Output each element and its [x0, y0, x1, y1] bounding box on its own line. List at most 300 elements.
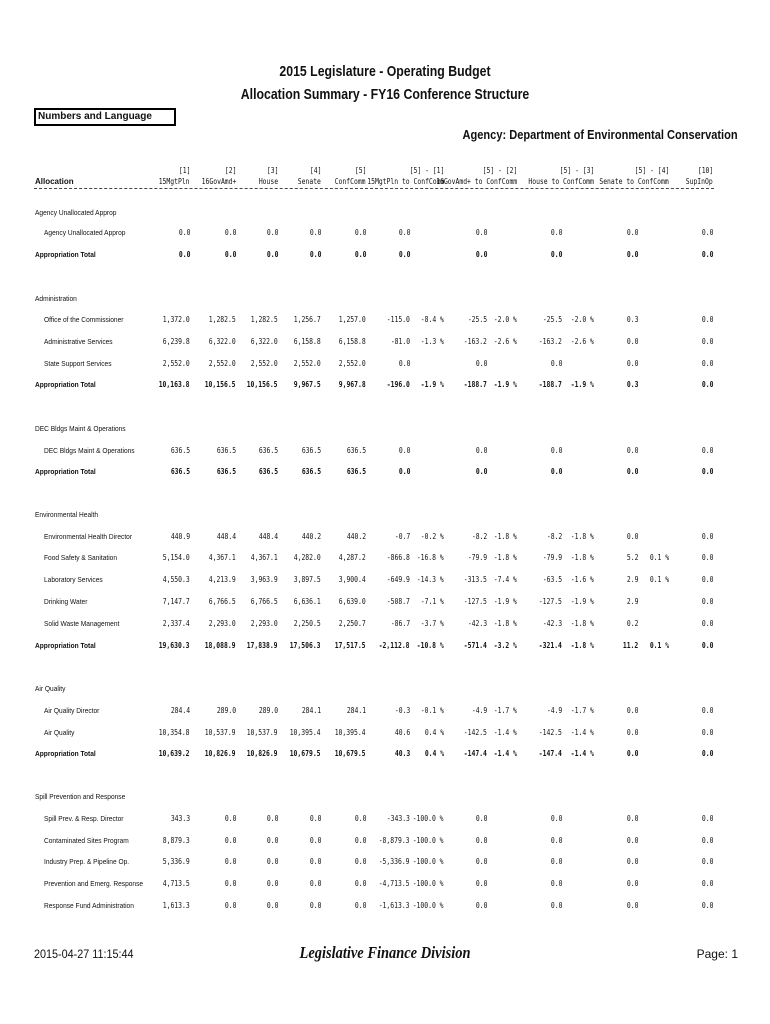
- column-number: [5] - [2]: [482, 166, 517, 175]
- cell-value: 4,282.0: [294, 553, 321, 562]
- cell-value: 6,158.8: [294, 337, 321, 346]
- cell-value: 0.0: [354, 814, 366, 823]
- cell-value: 636.5: [301, 467, 321, 476]
- cell-value: 10,537.9: [247, 728, 278, 737]
- column-name: 16GovAmd+ to ConfComm: [436, 177, 517, 186]
- cell-value: 0.0: [224, 901, 236, 910]
- cell-value: 0.1 %: [649, 575, 669, 584]
- row-label: Agency Unallocated Approp: [35, 208, 117, 217]
- cell-value: 0.0: [550, 901, 562, 910]
- column-name: House to ConfComm: [528, 177, 594, 186]
- cell-value: 0.0: [354, 836, 366, 845]
- cell-value: -8,879.3: [379, 836, 410, 845]
- cell-value: 6,239.8: [163, 337, 190, 346]
- row-label: Prevention and Emerg. Response: [44, 879, 144, 888]
- cell-value: 2,250.7: [339, 619, 366, 628]
- cell-value: -5,336.9: [379, 857, 410, 866]
- cell-value: 0.0: [309, 901, 321, 910]
- cell-value: 10,826.9: [247, 749, 278, 758]
- cell-value: -866.8: [386, 553, 410, 562]
- cell-value: 2,250.5: [294, 619, 321, 628]
- cell-value: 0.0: [266, 879, 278, 888]
- cell-value: 8,879.3: [163, 836, 190, 845]
- cell-value: 6,158.8: [339, 337, 366, 346]
- column-name: 15MgtPln to ConfComm: [366, 177, 444, 186]
- cell-value: 0.0: [550, 228, 562, 237]
- cell-value: 0.0: [550, 446, 562, 455]
- cell-value: 10,395.4: [290, 728, 321, 737]
- cell-value: -147.4: [538, 749, 562, 758]
- cell-value: -25.5: [542, 315, 562, 324]
- total-row: [0, 250, 770, 264]
- cell-value: 0.0: [550, 359, 562, 368]
- cell-value: -147.4: [463, 749, 487, 758]
- cell-value: 0.0: [626, 706, 638, 715]
- total-row: [0, 641, 770, 655]
- cell-value: 18,088.9: [205, 641, 236, 650]
- cell-value: 2.9: [626, 575, 638, 584]
- cell-value: 636.5: [258, 467, 278, 476]
- table-row: [0, 814, 770, 828]
- cell-value: 0.0: [701, 228, 713, 237]
- cell-value: 4,550.3: [163, 575, 190, 584]
- cell-value: 448.4: [216, 532, 236, 541]
- cell-value: 4,213.9: [209, 575, 236, 584]
- table-row: [0, 879, 770, 893]
- cell-value: 0.0: [224, 814, 236, 823]
- cell-value: 0.0: [224, 250, 236, 259]
- cell-value: -0.2 %: [420, 532, 444, 541]
- row-label: Environmental Health: [35, 510, 99, 519]
- row-label: Office of the Commissioner: [44, 315, 124, 324]
- cell-value: -115.0: [386, 315, 410, 324]
- table-row: [0, 446, 770, 460]
- cell-value: 0.4 %: [424, 749, 444, 758]
- cell-value: 2,552.0: [251, 359, 278, 368]
- row-label: Appropriation Total: [35, 749, 96, 758]
- cell-value: 9,967.5: [294, 380, 321, 389]
- cell-value: -42.3: [542, 619, 562, 628]
- row-label: Administration: [35, 294, 77, 303]
- cell-value: 1,282.5: [209, 315, 236, 324]
- cell-value: 0.0: [475, 446, 487, 455]
- section-header: [0, 684, 770, 698]
- cell-value: 3,897.5: [294, 575, 321, 584]
- cell-value: 0.0: [626, 728, 638, 737]
- row-label: Environmental Health Director: [44, 532, 133, 541]
- section-header: [0, 424, 770, 438]
- row-label: Appropriation Total: [35, 380, 96, 389]
- column-name: House: [258, 177, 278, 186]
- cell-value: -25.5: [467, 315, 487, 324]
- cell-value: -3.2 %: [493, 641, 517, 650]
- cell-value: 0.0: [701, 857, 713, 866]
- column-number: [1]: [178, 166, 190, 175]
- cell-value: 0.0: [701, 706, 713, 715]
- column-name: 16GovAmd+: [201, 177, 236, 186]
- cell-value: 0.0: [701, 836, 713, 845]
- cell-value: 3,900.4: [339, 575, 366, 584]
- cell-value: -1.9 %: [570, 597, 594, 606]
- section-header: [0, 208, 770, 222]
- cell-value: -1.8 %: [570, 619, 594, 628]
- cell-value: -1.9 %: [493, 380, 517, 389]
- cell-value: 0.0: [266, 901, 278, 910]
- cell-value: 0.0: [309, 250, 321, 259]
- cell-value: -1.7 %: [493, 706, 517, 715]
- cell-value: 0.0: [550, 836, 562, 845]
- cell-value: -16.8 %: [417, 553, 444, 562]
- cell-value: 1,372.0: [163, 315, 190, 324]
- cell-value: 0.0: [178, 228, 190, 237]
- cell-value: 0.0: [701, 575, 713, 584]
- cell-value: -1.8 %: [570, 641, 594, 650]
- column-number: [5] - [4]: [634, 166, 669, 175]
- column-number: [5] - [1]: [409, 166, 444, 175]
- agency-label: Agency: Department of Environmental Conservation: [462, 127, 738, 142]
- cell-value: 0.0: [309, 857, 321, 866]
- cell-value: -313.5: [463, 575, 487, 584]
- cell-value: -8.2: [471, 532, 487, 541]
- cell-value: 0.0: [224, 857, 236, 866]
- cell-value: -100.0 %: [413, 901, 444, 910]
- cell-value: 2,552.0: [339, 359, 366, 368]
- cell-value: -1.8 %: [493, 532, 517, 541]
- cell-value: -0.1 %: [420, 706, 444, 715]
- cell-value: 1,257.0: [339, 315, 366, 324]
- cell-value: 11.2: [622, 641, 638, 650]
- cell-value: 0.0: [550, 814, 562, 823]
- table-row: [0, 901, 770, 915]
- cell-value: 2,552.0: [294, 359, 321, 368]
- cell-value: 343.3: [170, 814, 190, 823]
- cell-value: -163.2: [463, 337, 487, 346]
- cell-value: -188.7: [463, 380, 487, 389]
- cell-value: 636.5: [301, 446, 321, 455]
- cell-value: -100.0 %: [413, 836, 444, 845]
- column-name: ConfComm: [335, 177, 366, 186]
- cell-value: 0.0: [626, 228, 638, 237]
- cell-value: 6,322.0: [209, 337, 236, 346]
- cell-value: -2,112.8: [379, 641, 410, 650]
- cell-value: 284.1: [301, 706, 321, 715]
- cell-value: 0.0: [550, 250, 562, 259]
- cell-value: 10,826.9: [205, 749, 236, 758]
- cell-value: 0.0: [626, 857, 638, 866]
- cell-value: 636.5: [170, 446, 190, 455]
- cell-value: 0.0: [354, 879, 366, 888]
- cell-value: -1.8 %: [493, 553, 517, 562]
- cell-value: 0.0: [398, 228, 410, 237]
- cell-value: -100.0 %: [413, 814, 444, 823]
- cell-value: -3.7 %: [420, 619, 444, 628]
- footer-division: Legislative Finance Division: [299, 943, 471, 962]
- cell-value: 0.0: [701, 641, 713, 650]
- cell-value: 0.0: [701, 359, 713, 368]
- cell-value: 10,639.2: [159, 749, 190, 758]
- row-label: Spill Prev. & Resp. Director: [44, 814, 124, 823]
- cell-value: 0.0: [626, 879, 638, 888]
- cell-value: 5,154.0: [163, 553, 190, 562]
- cell-value: 636.5: [258, 446, 278, 455]
- cell-value: 2,552.0: [209, 359, 236, 368]
- report-subtitle: Allocation Summary - FY16 Conference Structure: [240, 86, 530, 103]
- column-number: [3]: [266, 166, 278, 175]
- column-name: Senate: [297, 177, 321, 186]
- cell-value: 0.0: [626, 250, 638, 259]
- cell-value: 0.0: [626, 901, 638, 910]
- cell-value: -8.4 %: [420, 315, 444, 324]
- column-number: [5]: [354, 166, 366, 175]
- cell-value: 0.0: [398, 446, 410, 455]
- cell-value: -8.2: [546, 532, 562, 541]
- column-number: [5] - [3]: [559, 166, 594, 175]
- cell-value: 40.3: [394, 749, 410, 758]
- cell-value: 0.0: [701, 728, 713, 737]
- cell-value: 0.0: [475, 901, 487, 910]
- cell-value: -42.3: [467, 619, 487, 628]
- cell-value: -100.0 %: [413, 857, 444, 866]
- cell-value: 0.0: [309, 228, 321, 237]
- row-label: Appropriation Total: [35, 250, 96, 259]
- table-row: [0, 553, 770, 567]
- cell-value: -571.4: [463, 641, 487, 650]
- cell-value: 0.0: [224, 879, 236, 888]
- cell-value: -188.7: [538, 380, 562, 389]
- cell-value: 0.0: [475, 879, 487, 888]
- cell-value: -100.0 %: [413, 879, 444, 888]
- cell-value: 289.0: [258, 706, 278, 715]
- cell-value: 0.0: [701, 901, 713, 910]
- cell-value: -1.9 %: [420, 380, 444, 389]
- cell-value: 4,367.1: [251, 553, 278, 562]
- cell-value: 636.5: [216, 446, 236, 455]
- row-label: Contaminated Sites Program: [44, 836, 129, 845]
- table-row: [0, 728, 770, 742]
- cell-value: 1,613.3: [163, 901, 190, 910]
- cell-value: 0.0: [398, 467, 410, 476]
- column-name: Senate to ConfComm: [599, 177, 669, 186]
- section-header: [0, 510, 770, 524]
- cell-value: 0.3: [626, 380, 638, 389]
- cell-value: 2,552.0: [163, 359, 190, 368]
- column-number: [10]: [697, 166, 713, 175]
- allocation-header: Allocation: [35, 177, 74, 186]
- cell-value: 0.0: [224, 228, 236, 237]
- table-row: [0, 706, 770, 720]
- cell-value: -2.6 %: [570, 337, 594, 346]
- row-label: Appropriation Total: [35, 467, 96, 476]
- cell-value: 0.0: [626, 359, 638, 368]
- cell-value: 0.0: [701, 553, 713, 562]
- cell-value: -321.4: [538, 641, 562, 650]
- cell-value: -7.1 %: [420, 597, 444, 606]
- cell-value: -0.3: [394, 706, 410, 715]
- cell-value: 0.0: [626, 836, 638, 845]
- cell-value: 0.4 %: [424, 728, 444, 737]
- cell-value: -649.9: [386, 575, 410, 584]
- cell-value: -1.4 %: [570, 728, 594, 737]
- cell-value: 6,322.0: [251, 337, 278, 346]
- cell-value: 0.1 %: [649, 553, 669, 562]
- cell-value: -1.8 %: [493, 619, 517, 628]
- cell-value: 4,367.1: [209, 553, 236, 562]
- row-label: Drinking Water: [44, 597, 88, 606]
- cell-value: 0.0: [701, 597, 713, 606]
- cell-value: -79.9: [467, 553, 487, 562]
- cell-value: 10,156.5: [205, 380, 236, 389]
- cell-value: -79.9: [542, 553, 562, 562]
- cell-value: 0.0: [354, 857, 366, 866]
- cell-value: 0.0: [626, 337, 638, 346]
- cell-value: 7,147.7: [163, 597, 190, 606]
- cell-value: 440.9: [170, 532, 190, 541]
- cell-value: 0.0: [475, 250, 487, 259]
- cell-value: 0.0: [475, 359, 487, 368]
- cell-value: 0.0: [701, 380, 713, 389]
- cell-value: -1.8 %: [570, 553, 594, 562]
- table-row: [0, 619, 770, 633]
- table-row: [0, 857, 770, 871]
- row-label: Solid Waste Management: [44, 619, 120, 628]
- table-row: [0, 532, 770, 546]
- cell-value: 0.0: [178, 250, 190, 259]
- cell-value: 10,395.4: [335, 728, 366, 737]
- row-label: DEC Bldgs Maint & Operations: [44, 446, 135, 455]
- cell-value: 636.5: [346, 446, 366, 455]
- cell-value: -4,713.5: [379, 879, 410, 888]
- row-label: Appropriation Total: [35, 641, 96, 650]
- cell-value: 440.2: [346, 532, 366, 541]
- section-header: [0, 792, 770, 806]
- cell-value: -1.6 %: [570, 575, 594, 584]
- row-label: Food Safety & Sanitation: [44, 553, 118, 562]
- total-row: [0, 467, 770, 481]
- cell-value: -1.9 %: [570, 380, 594, 389]
- cell-value: -1.4 %: [493, 728, 517, 737]
- cell-value: 10,156.5: [247, 380, 278, 389]
- cell-value: 0.0: [309, 814, 321, 823]
- cell-value: 5,336.9: [163, 857, 190, 866]
- cell-value: 6,766.5: [251, 597, 278, 606]
- cell-value: -343.3: [386, 814, 410, 823]
- cell-value: 6,636.1: [294, 597, 321, 606]
- cell-value: 0.0: [701, 814, 713, 823]
- cell-value: 0.0: [475, 857, 487, 866]
- column-name: 15MgtPln: [159, 177, 190, 186]
- cell-value: 636.5: [216, 467, 236, 476]
- column-number: [2]: [224, 166, 236, 175]
- row-label: Agency Unallocated Approp: [44, 228, 126, 237]
- cell-value: 284.4: [170, 706, 190, 715]
- cell-value: -0.7: [394, 532, 410, 541]
- footer-date: 2015-04-27 11:15:44: [34, 947, 134, 961]
- cell-value: -4.9: [471, 706, 487, 715]
- cell-value: 1,282.5: [251, 315, 278, 324]
- cell-value: -163.2: [538, 337, 562, 346]
- cell-value: 17,838.9: [247, 641, 278, 650]
- cell-value: 10,679.5: [335, 749, 366, 758]
- cell-value: 2,337.4: [163, 619, 190, 628]
- cell-value: -1.7 %: [570, 706, 594, 715]
- table-row: [0, 836, 770, 850]
- cell-value: 9,967.8: [339, 380, 366, 389]
- cell-value: -2.0 %: [493, 315, 517, 324]
- cell-value: -81.0: [390, 337, 410, 346]
- cell-value: 4,713.5: [163, 879, 190, 888]
- row-label: DEC Bldgs Maint & Operations: [35, 424, 126, 433]
- row-label: Laboratory Services: [44, 575, 103, 584]
- cell-value: 2.9: [626, 597, 638, 606]
- cell-value: 2,293.0: [251, 619, 278, 628]
- cell-value: 0.0: [309, 879, 321, 888]
- total-row: [0, 749, 770, 763]
- cell-value: 289.0: [216, 706, 236, 715]
- cell-value: 0.0: [354, 901, 366, 910]
- row-label: Spill Prevention and Response: [35, 792, 126, 801]
- cell-value: 0.0: [354, 228, 366, 237]
- cell-value: -10.8 %: [417, 641, 444, 650]
- cell-value: 0.0: [266, 836, 278, 845]
- cell-value: 10,679.5: [290, 749, 321, 758]
- cell-value: -2.0 %: [570, 315, 594, 324]
- cell-value: 440.2: [301, 532, 321, 541]
- row-label: Industry Prep. & Pipeline Op.: [44, 857, 130, 866]
- cell-value: 0.0: [701, 879, 713, 888]
- section-header: [0, 294, 770, 308]
- cell-value: 0.0: [475, 467, 487, 476]
- cell-value: 0.0: [266, 228, 278, 237]
- cell-value: 0.3: [626, 315, 638, 324]
- cell-value: 0.0: [266, 857, 278, 866]
- table-row: [0, 597, 770, 611]
- cell-value: 1,256.7: [294, 315, 321, 324]
- table-row: [0, 359, 770, 373]
- cell-value: -63.5: [542, 575, 562, 584]
- cell-value: 0.0: [224, 836, 236, 845]
- cell-value: 6,639.0: [339, 597, 366, 606]
- cell-value: 0.0: [475, 836, 487, 845]
- cell-value: 0.0: [626, 446, 638, 455]
- cell-value: 0.0: [266, 250, 278, 259]
- row-label: Air Quality: [35, 684, 66, 693]
- cell-value: 19,630.3: [159, 641, 190, 650]
- cell-value: 0.0: [701, 446, 713, 455]
- cell-value: 0.0: [626, 467, 638, 476]
- row-label: State Support Services: [44, 359, 112, 368]
- cell-value: 0.0: [266, 814, 278, 823]
- cell-value: 0.0: [701, 749, 713, 758]
- cell-value: 40.6: [394, 728, 410, 737]
- cell-value: -86.7: [390, 619, 410, 628]
- cell-value: 0.0: [398, 250, 410, 259]
- report-title: 2015 Legislature - Operating Budget: [279, 63, 491, 80]
- cell-value: -1.3 %: [420, 337, 444, 346]
- cell-value: -1.9 %: [493, 597, 517, 606]
- cell-value: 3,963.9: [251, 575, 278, 584]
- header-underline: [34, 188, 714, 189]
- cell-value: -1.8 %: [570, 532, 594, 541]
- cell-value: 10,537.9: [205, 728, 236, 737]
- cell-value: -4.9: [546, 706, 562, 715]
- cell-value: 0.0: [550, 857, 562, 866]
- cell-value: 448.4: [258, 532, 278, 541]
- cell-value: -142.5: [538, 728, 562, 737]
- cell-value: -2.6 %: [493, 337, 517, 346]
- cell-value: 2,293.0: [209, 619, 236, 628]
- cell-value: 4,287.2: [339, 553, 366, 562]
- cell-value: 284.1: [346, 706, 366, 715]
